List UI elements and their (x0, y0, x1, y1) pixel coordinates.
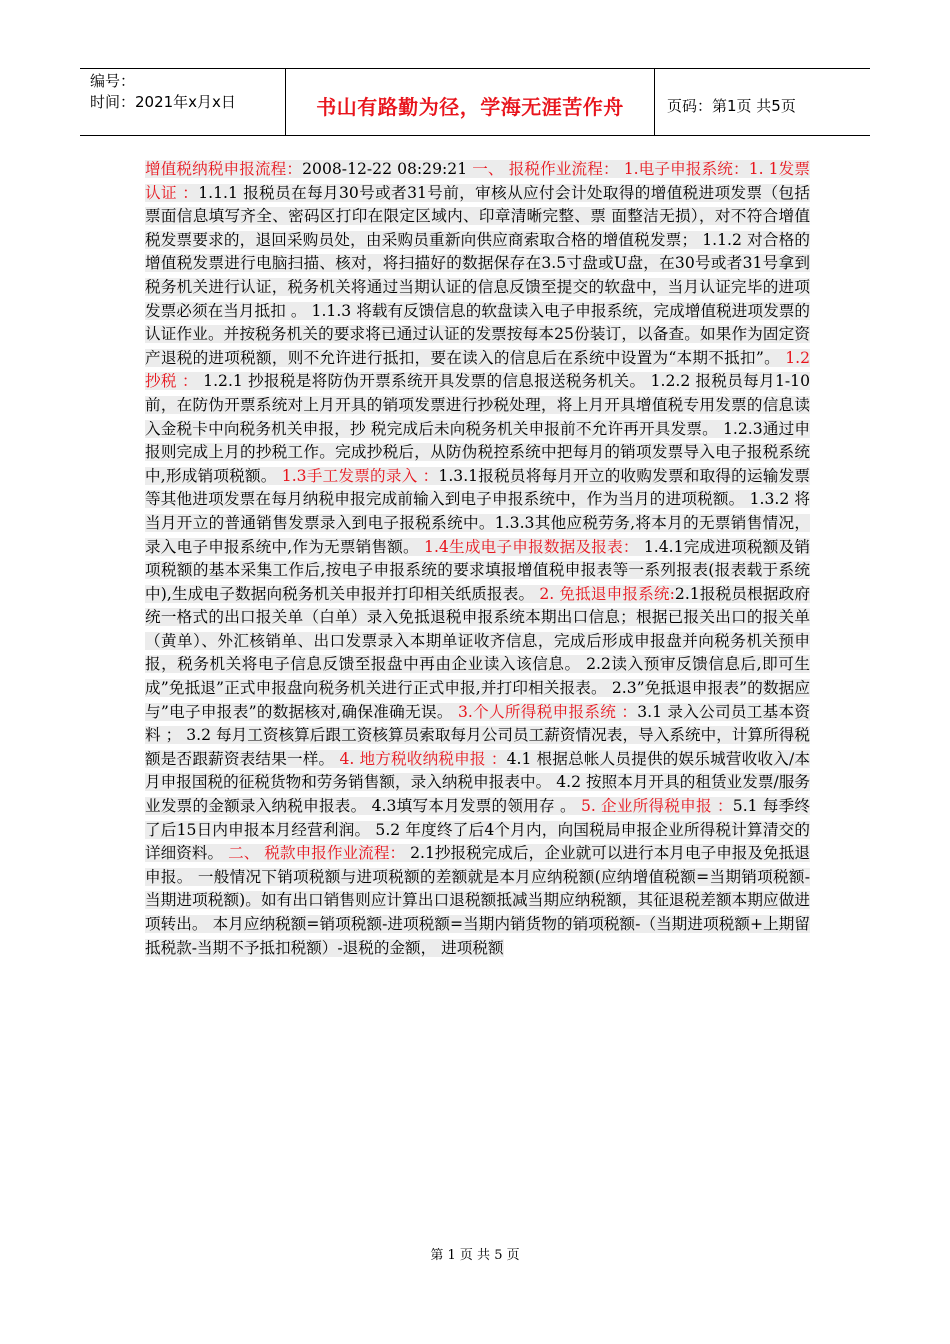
body-text-segment: 1.4.1完成进项税额及销项税额的基本采集工作后,按电子申报系统的要求填报增值税申报表等一系列报表(报表载于系统中),生成电子数据向税务机关申报并打印相关纸质报表。 (145, 537, 810, 603)
document-number-label: 编号： (90, 72, 136, 90)
page-header (80, 68, 870, 136)
section-heading-text: 增值税纳税申报流程： (145, 160, 303, 178)
page-footer: 第 1 页 共 5 页 (430, 1248, 520, 1263)
body-text-segment: 4.1 根据总帐人员提供的娱乐城营收收入/本月申报国税的征税货物和劳务销售额，录入纳税申报表中。 4.2 按照本月开具的租赁业发票/服务业发票的金额录入纳税申报表。 4.3填写本月发票的领用存 。 (145, 749, 810, 816)
body-text-segment: 1.3.1报税员将每月开立的收购发票和取得的运输发票等其他进项发票在每月纳税申报完成前输入到电子申报系统中，作为当月的进项税额。 1.3.2 将当月开立的普通销售发票录入到电子报税系统中。1.3.3其他应税劳务,将本月的无票销售情况，录入电子申报系统中,作为无票销售额。 (145, 466, 810, 556)
section-heading-text: 一、 报税作业流程： 1.电子申报系统：1. 1发票认证 ： (145, 160, 810, 202)
section-heading-text: 2. 免抵退申报系统: (539, 584, 675, 603)
section-heading-text: 1.3手工发票的录入 ： (281, 466, 439, 485)
header-page-info: 页码：第1页 共5页 (667, 96, 796, 115)
header-meta (80, 69, 285, 135)
body-text-segment: 2008-12-22 08:29:21 (302, 160, 473, 178)
document-body (145, 158, 810, 1228)
document-time-label: 时间：2021年x月x日 (90, 93, 236, 111)
body-text-segment: 1.2.1 抄报税是将防伪开票系统开具发票的信息报送税务机关。 1.2.2 报税员每月1-10前，在防伪开票系统对上月开具的销项发票进行抄税处理，将上月开具增值税专用发票的信息读入金税卡中向税务机关申报，抄 税完成后未向税务机关申报前不允许再开具发票。 1.2.3通过申报则完成上月的抄税工作。完成抄税后，从防伪税控系统中把每月的销项发票导入电子报税系统中,形成销项税额。 (145, 372, 810, 485)
body-text-segment: 2.1报税员根据政府统一格式的出口报关单（白单）录入免抵退税申报系统本期出口信息；根据已报关出口的报关单（黄单）、外汇核销单、出口发票录入本期单证收齐信息，完成后形成申报盘并向税务机关预申报，税务机关将电子信息反馈至报盘中再由企业读入该信息。 2.2读入预审反馈信息后,即可生成”免抵退”正式申报盘向税务机关进行正式申报,并打印相关报表。 2.3”免抵退申报表”的数据应与”电子申报表”的数据核对,确保准确无误。 (145, 584, 810, 721)
section-heading-text: 1.2抄税 ： (145, 348, 810, 391)
body-text-segment: 3.1 录入公司员工基本资料 ； 3.2 每月工资核算后跟工资核算员索取每月公司员工薪资情况表，导入系统中，计算所得税额是否跟薪资表结果一样。 (145, 702, 810, 768)
header-motto-cell (285, 69, 655, 135)
section-heading-text: 3.个人所得税申报系统 ： (457, 702, 638, 721)
body-text-segment: 5.1 每季终了后15日内申报本月经营利润。 5.2 年度终了后4个月内，向国税局申报企业所得税计算清交的详细资料。 (145, 797, 810, 863)
header-page-info-cell (655, 69, 870, 135)
body-text-segment: 1.1.1 报税员在每月30号或者31号前，审核从应付会计处取得的增值税进项发票（包括票面信息填写齐全、密码区打印在限定区域内、印章清晰完整、票 面整洁无损），对不符合增值税发票要求的，退回采购员处，由采购员重新向供应商索取合格的增值税发票； 1.1.2 对合格的增值税发票进行电脑扫描、核对，将扫描好的数据保存在3.5寸盘或U盘，在30号或者31号拿到税务机关进行认证，税务机关将通过当期认证的信息反馈至提交的软盘中，当月认证完毕的进项发票必须在当月抵扣 。 1.1.3 将载有反馈信息的软盘读入电子申报系统，完成增值税进项发票的认证作业。并按税务机关的要求将已通过认证的发票按每本25份装订，以备查。如果作为固定资产退税的进项税额，则不允许进行抵扣，要在读入的信息后在系统中设置为“本期不抵扣”。 (145, 183, 810, 367)
section-heading-text: 二、 税款申报作业流程： (228, 844, 406, 863)
section-heading-text: 1.4生成电子申报数据及报表： (424, 537, 639, 556)
body-text-segment: 2.1抄报税完成后，企业就可以进行本月电子申报及免抵退申报。 一般情况下销项税额与进项税额的差额就是本月应纳税额(应纳增值税额=当期销项税额-当期进项税额)。如有出口销售则应计算出口退税额抵减当期应纳税额，其征退税差额本期应做进项转出。 本月应纳税额=销项税额-进项税额=当期内销货物的销项税额-（当期进项税额+上期留抵税款-当期不予抵扣税额）-退税的金额， 进项税额 (145, 844, 810, 957)
section-heading-text: 5. 企业所得税申报 ： (581, 797, 733, 816)
header-motto: 书山有路勤为径，学海无涯苦作舟 (316, 94, 624, 119)
section-heading-text: 4. 地方税收纳税申报 ： (339, 749, 507, 768)
